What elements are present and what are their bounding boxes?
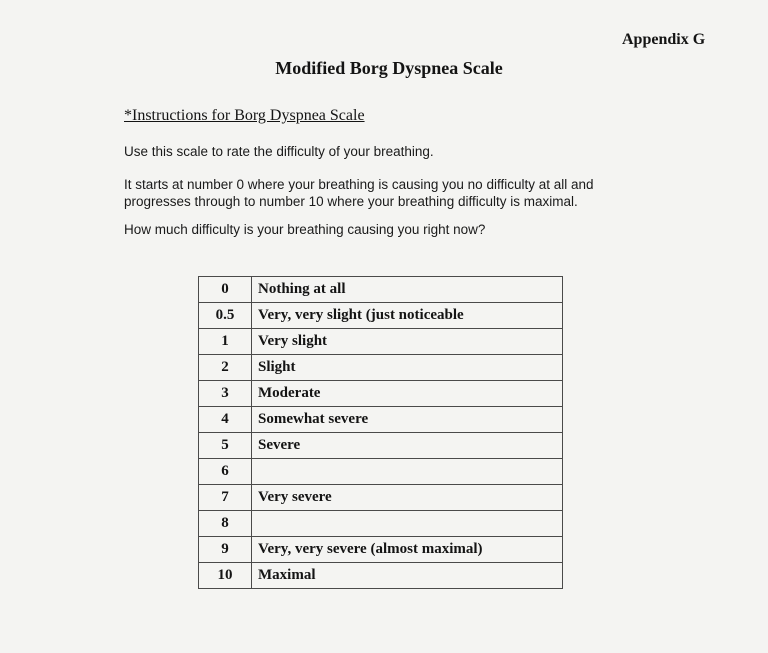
instructions-paragraph-1: Use this scale to rate the difficulty of your breathing. <box>124 144 434 159</box>
scale-description: Moderate <box>252 381 563 407</box>
scale-description: Somewhat severe <box>252 407 563 433</box>
scale-description <box>252 459 563 485</box>
table-row <box>199 277 563 303</box>
scale-value: 7 <box>199 485 252 511</box>
table-row <box>199 329 563 355</box>
scale-description: Nothing at all <box>252 277 563 303</box>
scale-value: 4 <box>199 407 252 433</box>
scale-value: 5 <box>199 433 252 459</box>
scale-description: Very, very slight (just noticeable <box>252 303 563 329</box>
borg-scale-table <box>198 276 563 589</box>
scale-value: 0.5 <box>199 303 252 329</box>
scale-description: Slight <box>252 355 563 381</box>
scale-value: 1 <box>199 329 252 355</box>
table-row <box>199 459 563 485</box>
scale-description: Severe <box>252 433 563 459</box>
instructions-paragraph-2: It starts at number 0 where your breathing is causing you no difficulty at all and progresses through to number 10 where your breathing difficulty is maximal. <box>124 177 594 209</box>
table-row <box>199 407 563 433</box>
scale-value: 0 <box>199 277 252 303</box>
table-row <box>199 485 563 511</box>
scale-value: 10 <box>199 563 252 589</box>
scale-value: 9 <box>199 537 252 563</box>
scale-description: Very slight <box>252 329 563 355</box>
scale-value: 8 <box>199 511 252 537</box>
table-row <box>199 433 563 459</box>
scale-description: Very, very severe (almost maximal) <box>252 537 563 563</box>
table-row <box>199 303 563 329</box>
scale-description <box>252 511 563 537</box>
table-row <box>199 563 563 589</box>
table-row <box>199 355 563 381</box>
scale-value: 2 <box>199 355 252 381</box>
instructions-paragraph-3: How much difficulty is your breathing causing you right now? <box>124 222 486 237</box>
appendix-label: Appendix G <box>622 31 706 48</box>
instructions-heading: *Instructions for Borg Dyspnea Scale <box>124 107 365 124</box>
table-row <box>199 537 563 563</box>
scale-description: Maximal <box>252 563 563 589</box>
scale-value: 3 <box>199 381 252 407</box>
table-row <box>199 381 563 407</box>
scale-description: Very severe <box>252 485 563 511</box>
table-row <box>199 511 563 537</box>
scale-value: 6 <box>199 459 252 485</box>
page-title: Modified Borg Dyspnea Scale <box>275 58 503 78</box>
